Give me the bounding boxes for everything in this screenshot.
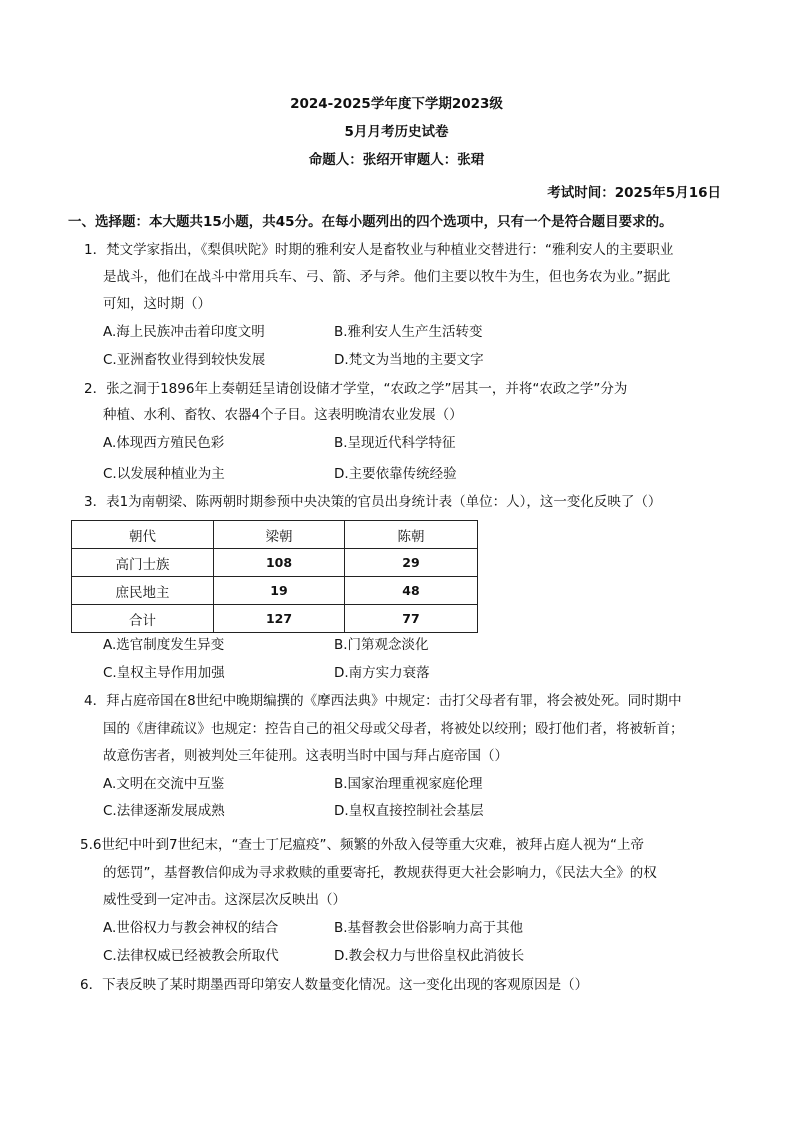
question-2-option-d: D.主要依靠传统经验 [334, 466, 457, 482]
table-cell: 高门士族 [72, 549, 214, 577]
question-4-line-2: 国的《唐律疏议》也规定：控告自己的祖父母或父母者，将被处以绞刑；殴打他们者，将被斩首； [103, 721, 684, 737]
question-1-line-3: 可知，这时期（） [103, 296, 211, 312]
question-5-line-2: 的惩罚”，基督教信仰成为寻求救赎的重要寄托，教规获得更大社会影响力，《民法大全》的权 [103, 865, 657, 881]
question-4-option-b: B.国家治理重视家庭伦理 [334, 776, 483, 792]
table-cell: 48 [345, 577, 478, 605]
table-header-row [72, 521, 478, 549]
question-5-option-a: A.世俗权力与教会神权的结合 [103, 920, 279, 936]
question-1-line-1: 1．梵文学家指出，《梨俱吠陀》时期的雅利安人是畜牧业与种植业交替进行：“雅利安人的主要职业 [84, 242, 674, 258]
question-4-line-1: 4．拜占庭帝国在8世纪中晚期编撰的《摩西法典》中规定：击打父母者有罪，将会被处死。同时期中 [84, 693, 682, 709]
question-2-option-c: C.以发展种植业为主 [103, 466, 225, 482]
question-4-option-a: A.文明在交流中互鉴 [103, 776, 225, 792]
exam-title: 5月月考历史试卷 [344, 124, 449, 140]
table-cell: 合计 [72, 605, 214, 633]
question-1-line-2: 是战斗，他们在战斗中常用兵车、弓、箭、矛与斧。他们主要以牧牛为生，但也务农为业。”据此 [103, 269, 671, 285]
table-header-cell: 梁朝 [214, 521, 345, 549]
question-1-option-b: B.雅利安人生产生活转变 [334, 324, 483, 340]
question-6-line-1: 6．下表反映了某时期墨西哥印第安人数量变化情况。这一变化出现的客观原因是（） [80, 977, 589, 993]
section-title: 一、选择题：本大题共15小题，共45分。在每小题列出的四个选项中，只有一个是符合题目要求的。 [68, 214, 673, 230]
question-4-option-c: C.法律逐渐发展成熟 [103, 803, 225, 819]
exam-time: 考试时间：2025年5月16日 [547, 185, 721, 201]
question-4-option-d: D.皇权直接控制社会基层 [334, 803, 484, 819]
table-cell: 127 [214, 605, 345, 633]
exam-authors: 命题人：张绍开审题人：张珺 [308, 152, 485, 168]
question-1-option-d: D.梵文为当地的主要文字 [334, 352, 484, 368]
question-2-line-1: 2．张之洞于1896年上奏朝廷呈请创设储才学堂，“农政之学”居其一，并将“农政之学”分为 [84, 381, 628, 397]
question-2-option-b: B.呈现近代科学特征 [334, 435, 456, 451]
table-cell: 29 [345, 549, 478, 577]
question-2-option-a: A.体现西方殖民色彩 [103, 435, 225, 451]
table-cell: 庶民地主 [72, 577, 214, 605]
exam-header-line1: 2024-2025学年度下学期2023级 [290, 96, 503, 112]
question-3-option-a: A.选官制度发生异变 [103, 637, 225, 653]
question-3-line-1: 3．表1为南朝梁、陈两朝时期参预中央决策的官员出身统计表（单位：人），这一变化反映了（） [84, 494, 662, 510]
question-5-option-b: B.基督教会世俗影响力高于其他 [334, 920, 524, 936]
table-header-cell: 陈朝 [345, 521, 478, 549]
question-5-line-3: 威性受到一定冲击。这深层次反映出（） [103, 892, 346, 908]
table-cell: 77 [345, 605, 478, 633]
question-5-option-d: D.教会权力与世俗皇权此消彼长 [334, 948, 525, 964]
question-3-option-c: C.皇权主导作用加强 [103, 665, 225, 681]
question-3-table [71, 520, 478, 633]
table-cell: 19 [214, 577, 345, 605]
question-5-line-1: 5.6世纪中叶到7世纪末，“查士丁尼瘟疫”、频繁的外敌入侵等重大灾难，被拜占庭人视为“上帝 [80, 837, 645, 853]
question-5-option-c: C.法律权威已经被教会所取代 [103, 948, 279, 964]
question-3-option-d: D.南方实力衰落 [334, 665, 430, 681]
question-1-option-a: A.海上民族冲击着印度文明 [103, 324, 265, 340]
table-header-cell: 朝代 [72, 521, 214, 549]
table-row [72, 549, 478, 577]
table-cell: 108 [214, 549, 345, 577]
question-4-line-3: 故意伤害者，则被判处三年徒刑。这表明当时中国与拜占庭帝国（） [103, 748, 508, 764]
table-row [72, 605, 478, 633]
table-row [72, 577, 478, 605]
question-1-option-c: C.亚洲畜牧业得到较快发展 [103, 352, 266, 368]
question-2-line-2: 种植、水利、畜牧、农器4个子目。这表明晚清农业发展（） [103, 407, 463, 423]
question-3-option-b: B.门第观念淡化 [334, 637, 429, 653]
